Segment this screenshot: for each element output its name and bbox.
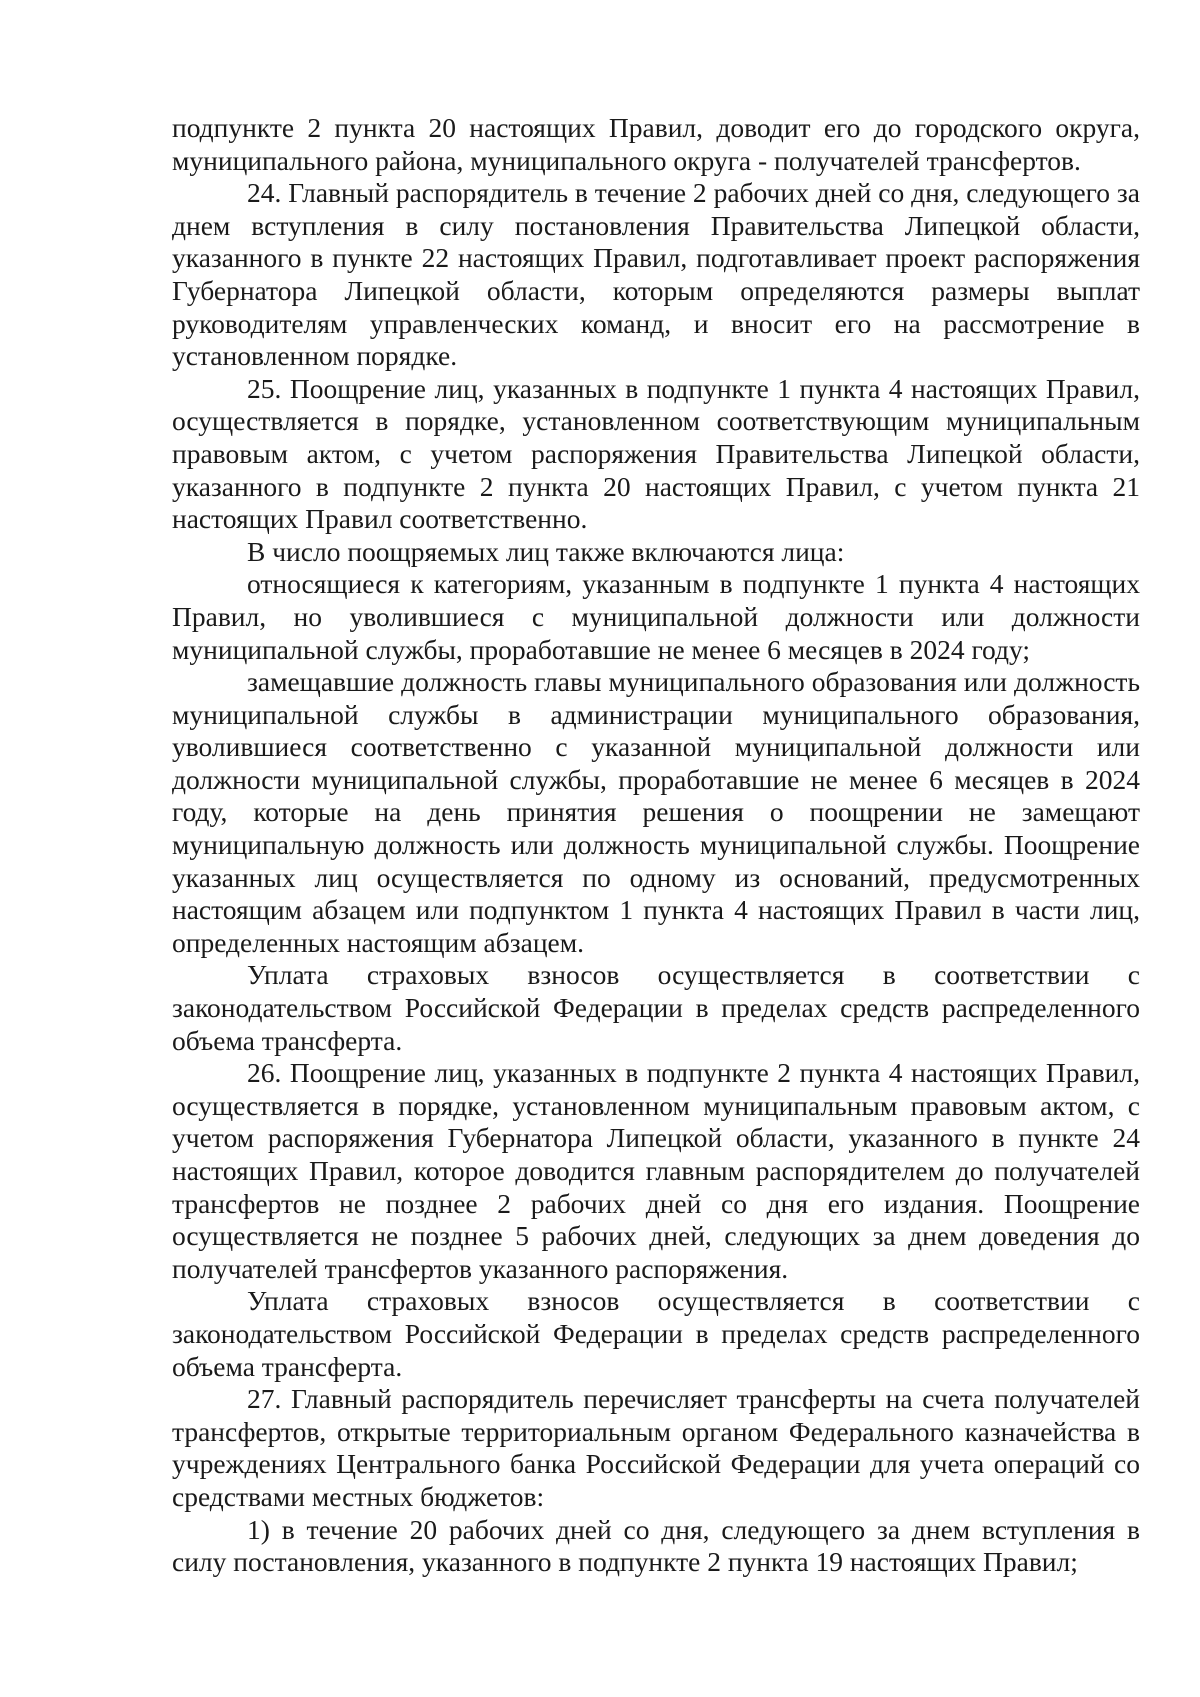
paragraph-category-1: относящиеся к категориям, указанным в подпункте 1 пункта 4 настоящих Правил, но уволившиеся с муниципальной должности или должности муниципальной службы, проработавшие не менее 6 месяцев в 2024 году; [172,568,1140,665]
paragraph-item-24: 24. Главный распорядитель в течение 2 рабочих дней со дня, следующего за днем вступления в силу постановления Правительства Липецкой области, указанного в пункте 22 настоящих Правил, подготавливает проект распоряжения Губернатора Липецкой области, которым определяются размеры выплат руководителям управленческих команд, и вносит его на рассмотрение в установленном порядке. [172,177,1140,372]
paragraph-insurance-2: Уплата страховых взносов осуществляется в соответствии с законодательством Российской Федерации в пределах средств распределенного объема трансферта. [172,1285,1140,1382]
paragraph-category-2: замещавшие должность главы муниципального образования или должность муниципальной службы в администрации муниципального образования, уволившиеся соответственно с указанной муниципальной должности или должности муниципальной службы, проработавшие не менее 6 месяцев в 2024 году, которые на день принятия решения о поощрении не замещают муниципальную должность или должность муниципальной службы. Поощрение указанных лиц осуществляется по одному из оснований, предусмотренных настоящим абзацем или подпунктом 1 пункта 4 настоящих Правил в части лиц, определенных настоящим абзацем. [172,666,1140,958]
paragraph-item-25: 25. Поощрение лиц, указанных в подпункте 1 пункта 4 настоящих Правил, осуществляется в порядке, установленном соответствующим муниципальным правовым актом, с учетом распоряжения Правительства Липецкой области, указанного в подпункте 2 пункта 20 настоящих Правил, с учетом пункта 21 настоящих Правил соответственно. [172,372,1140,535]
paragraph-insurance-1: Уплата страховых взносов осуществляется в соответствии с законодательством Российской Федерации в пределах средств распределенного объема трансферта. [172,959,1140,1056]
paragraph-item-27: 27. Главный распорядитель перечисляет трансферты на счета получателей трансфертов, открытые территориальным органом Федерального казначейства в учреждениях Центрального банка Российской Федерации для учета операций со средствами местных бюджетов: [172,1383,1140,1512]
paragraph-item-26: 26. Поощрение лиц, указанных в подпункте 2 пункта 4 настоящих Правил, осуществляется в порядке, установленном муниципальным правовым актом, с учетом распоряжения Губернатора Липецкой области, указанного в пункте 24 настоящих Правил, которое доводится главным распорядителем до получателей трансфертов не позднее 2 рабочих дней со дня его издания. Поощрение осуществляется не позднее 5 рабочих дней, следующих за днем доведения до получателей трансфертов указанного распоряжения. [172,1057,1140,1284]
paragraph-included-persons: В число поощряемых лиц также включаются лица: [247,535,845,567]
paragraph-continuation: подпункте 2 пункта 20 настоящих Правил, доводит его до городского округа, муниципального района, муниципального округа - получателей трансфертов. [172,112,1140,176]
paragraph-item-27-sub-1: 1) в течение 20 рабочих дней со дня, следующего за днем вступления в силу постановления, указанного в подпункте 2 пункта 19 настоящих Правил; [172,1513,1140,1578]
document-page [172,112,1140,1579]
